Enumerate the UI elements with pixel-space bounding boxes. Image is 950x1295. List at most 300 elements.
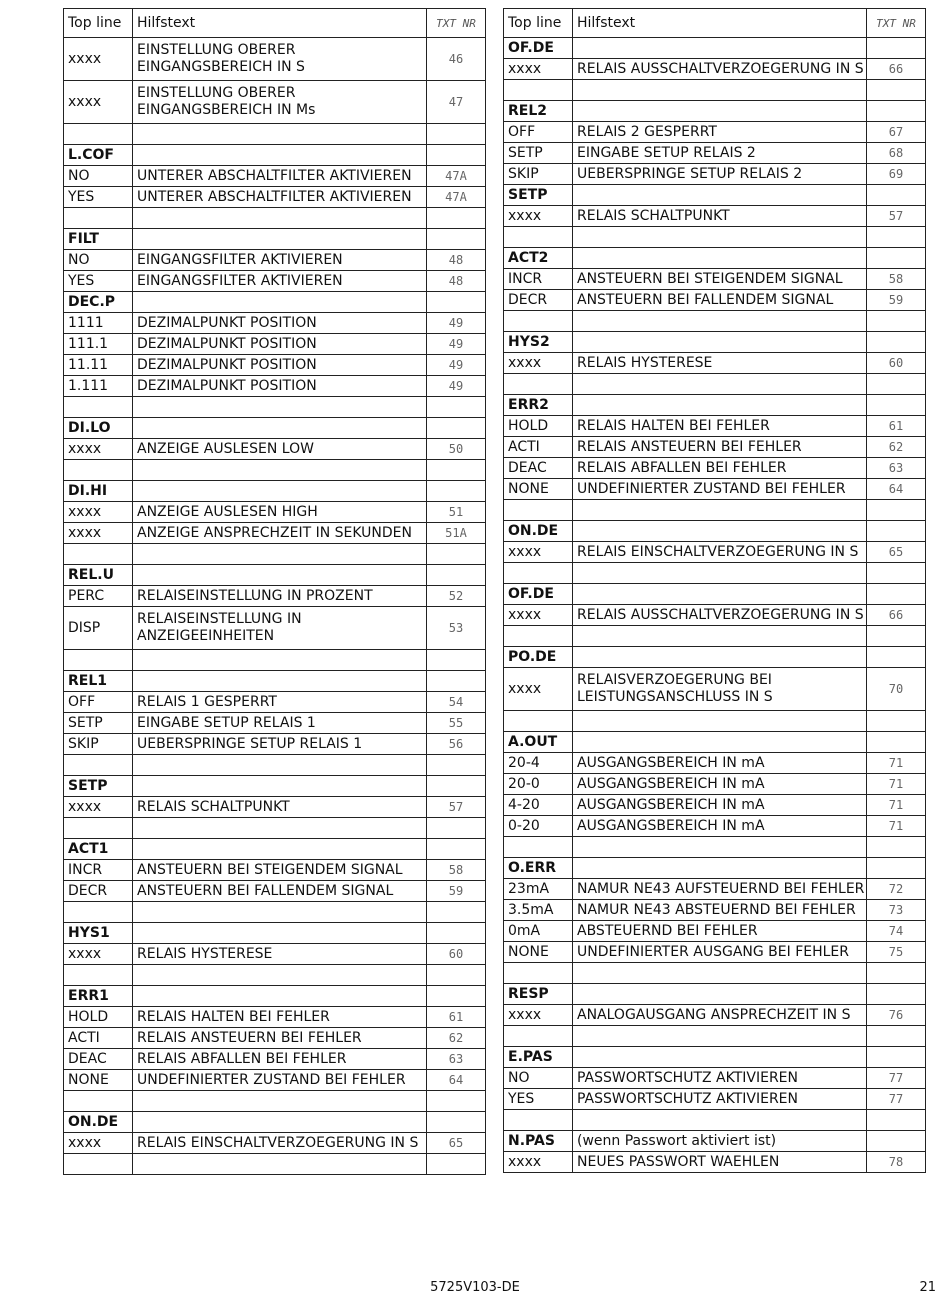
text-number-cell <box>867 227 926 248</box>
help-text-cell: RELAIS AUSSCHALTVERZOEGERUNG IN S <box>573 59 867 80</box>
top-line-cell: xxxx <box>64 38 133 81</box>
text-number-cell <box>867 584 926 605</box>
top-line-cell: REL1 <box>64 671 133 692</box>
help-text-cell: RELAIS HYSTERESE <box>573 353 867 374</box>
top-line-cell <box>64 124 133 145</box>
spacer-row <box>504 711 926 732</box>
spacer-row <box>504 563 926 584</box>
text-number-cell: 57 <box>867 206 926 227</box>
help-text-cell: ABSTEUERND BEI FEHLER <box>573 921 867 942</box>
top-line-cell: DISP <box>64 607 133 650</box>
top-line-cell: N.PAS <box>504 1131 573 1152</box>
table-row <box>64 376 486 397</box>
section-header-row <box>64 986 486 1007</box>
table-row <box>64 250 486 271</box>
table-row <box>64 334 486 355</box>
top-line-cell: HYS1 <box>64 923 133 944</box>
help-text-cell: UEBERSPRINGE SETUP RELAIS 2 <box>573 164 867 185</box>
help-text-cell: RELAISVERZOEGERUNG BEI LEISTUNGSANSCHLUSS IN S <box>573 668 867 711</box>
help-text-cell <box>573 563 867 584</box>
section-header-row <box>504 1047 926 1068</box>
top-line-cell: NO <box>64 166 133 187</box>
top-line-cell <box>64 397 133 418</box>
help-text-cell: ANZEIGE ANSPRECHZEIT IN SEKUNDEN <box>133 523 427 544</box>
top-line-cell: ON.DE <box>504 521 573 542</box>
help-text-cell <box>573 80 867 101</box>
table-row <box>64 944 486 965</box>
text-number-cell: 51 <box>427 502 486 523</box>
text-number-cell: 63 <box>867 458 926 479</box>
help-text-cell: ANSTEUERN BEI FALLENDEM SIGNAL <box>573 290 867 311</box>
help-text-cell: AUSGANGSBEREICH IN mA <box>573 816 867 837</box>
table-row <box>504 668 926 711</box>
help-text-cell <box>133 776 427 797</box>
text-number-cell: 66 <box>867 59 926 80</box>
top-line-cell: PO.DE <box>504 647 573 668</box>
help-text-cell <box>133 544 427 565</box>
top-line-cell: 1111 <box>64 313 133 334</box>
help-text-cell <box>573 858 867 879</box>
top-line-cell: ACTI <box>64 1028 133 1049</box>
table-row <box>504 900 926 921</box>
table-row <box>64 1007 486 1028</box>
top-line-cell <box>64 902 133 923</box>
top-line-cell: xxxx <box>504 206 573 227</box>
table-row <box>64 502 486 523</box>
section-header-row <box>64 481 486 502</box>
help-text-cell <box>573 395 867 416</box>
text-number-cell: 58 <box>867 269 926 290</box>
help-text-cell: RELAIS HYSTERESE <box>133 944 427 965</box>
help-text-cell <box>573 647 867 668</box>
help-text-cell <box>573 1026 867 1047</box>
help-text-cell: RELAIS AUSSCHALTVERZOEGERUNG IN S <box>573 605 867 626</box>
text-number-cell: 62 <box>427 1028 486 1049</box>
text-number-cell: 59 <box>427 881 486 902</box>
help-text-cell <box>573 374 867 395</box>
help-text-cell <box>133 902 427 923</box>
top-line-cell <box>504 374 573 395</box>
help-text-cell <box>133 839 427 860</box>
help-text-cell: EINSTELLUNG OBERER EINGANGSBEREICH IN Ms <box>133 81 427 124</box>
table-row <box>64 38 486 81</box>
section-header-row <box>504 647 926 668</box>
top-line-cell: E.PAS <box>504 1047 573 1068</box>
help-text-cell: EINGANGSFILTER AKTIVIEREN <box>133 271 427 292</box>
help-text-cell <box>573 101 867 122</box>
text-number-cell <box>427 544 486 565</box>
top-line-cell: 20-4 <box>504 753 573 774</box>
section-header-row <box>64 565 486 586</box>
top-line-cell: xxxx <box>64 523 133 544</box>
top-line-cell: PERC <box>64 586 133 607</box>
text-number-cell: 70 <box>867 668 926 711</box>
top-line-cell: xxxx <box>64 944 133 965</box>
top-line-cell: DI.LO <box>64 418 133 439</box>
top-line-cell: 20-0 <box>504 774 573 795</box>
table-row <box>64 1133 486 1154</box>
top-line-cell: FILT <box>64 229 133 250</box>
section-header-row <box>504 584 926 605</box>
section-header-row <box>64 839 486 860</box>
top-line-cell: DEC.P <box>64 292 133 313</box>
help-text-cell: RELAIS HALTEN BEI FEHLER <box>573 416 867 437</box>
top-line-cell: xxxx <box>504 542 573 563</box>
text-number-cell: 59 <box>867 290 926 311</box>
top-line-cell: YES <box>64 271 133 292</box>
text-number-cell: 50 <box>427 439 486 460</box>
help-text-cell <box>573 711 867 732</box>
help-text-cell <box>133 418 427 439</box>
help-text-cell: PASSWORTSCHUTZ AKTIVIEREN <box>573 1089 867 1110</box>
text-number-cell: 71 <box>867 795 926 816</box>
spacer-row <box>64 755 486 776</box>
top-line-cell <box>504 563 573 584</box>
help-text-cell: DEZIMALPUNKT POSITION <box>133 355 427 376</box>
text-number-cell <box>867 101 926 122</box>
top-line-cell <box>504 626 573 647</box>
table-row <box>504 1089 926 1110</box>
table-row <box>504 1068 926 1089</box>
text-number-cell: 76 <box>867 1005 926 1026</box>
text-number-cell <box>427 418 486 439</box>
top-line-cell <box>64 755 133 776</box>
top-line-cell: OF.DE <box>504 38 573 59</box>
spacer-row <box>64 965 486 986</box>
help-text-cell: EINSTELLUNG OBERER EINGANGSBEREICH IN S <box>133 38 427 81</box>
section-header-row <box>64 229 486 250</box>
help-text-cell: RELAIS EINSCHALTVERZOEGERUNG IN S <box>573 542 867 563</box>
text-number-cell <box>427 229 486 250</box>
top-line-cell: YES <box>504 1089 573 1110</box>
text-number-cell: 60 <box>867 353 926 374</box>
top-line-cell <box>504 1026 573 1047</box>
top-line-cell: SKIP <box>64 734 133 755</box>
top-line-cell: 23mA <box>504 879 573 900</box>
text-number-cell <box>867 185 926 206</box>
help-text-cell: DEZIMALPUNKT POSITION <box>133 313 427 334</box>
help-text-cell: ANZEIGE AUSLESEN LOW <box>133 439 427 460</box>
text-number-cell: 49 <box>427 355 486 376</box>
text-number-cell <box>867 332 926 353</box>
help-text-table-right <box>503 8 926 1173</box>
spacer-row <box>64 818 486 839</box>
table-row <box>64 1028 486 1049</box>
help-text-cell: RELAISEINSTELLUNG IN PROZENT <box>133 586 427 607</box>
top-line-cell: xxxx <box>64 797 133 818</box>
table-body <box>64 9 486 1175</box>
help-text-cell: NEUES PASSWORT WAEHLEN <box>573 1152 867 1173</box>
top-line-cell: SETP <box>504 185 573 206</box>
text-number-cell <box>867 311 926 332</box>
spacer-row <box>504 374 926 395</box>
text-number-cell <box>867 248 926 269</box>
text-number-cell: 65 <box>867 542 926 563</box>
help-text-cell <box>573 963 867 984</box>
top-line-cell: xxxx <box>64 1133 133 1154</box>
help-text-cell: EINGABE SETUP RELAIS 2 <box>573 143 867 164</box>
spacer-row <box>64 397 486 418</box>
text-number-cell <box>427 208 486 229</box>
top-line-cell: ERR1 <box>64 986 133 1007</box>
table-row <box>504 542 926 563</box>
text-number-cell <box>867 374 926 395</box>
top-line-cell: ACTI <box>504 437 573 458</box>
spacer-row <box>504 1110 926 1131</box>
section-header-row <box>64 671 486 692</box>
help-text-cell: RELAIS ANSTEUERN BEI FEHLER <box>133 1028 427 1049</box>
spacer-row <box>504 311 926 332</box>
section-header-row <box>504 395 926 416</box>
text-number-cell <box>867 521 926 542</box>
help-text-cell <box>133 1091 427 1112</box>
help-text-cell: RELAIS 2 GESPERRT <box>573 122 867 143</box>
text-number-cell: 52 <box>427 586 486 607</box>
table-row <box>504 605 926 626</box>
table-row <box>64 166 486 187</box>
text-number-cell <box>427 839 486 860</box>
help-text-cell <box>133 229 427 250</box>
text-number-cell: 77 <box>867 1089 926 1110</box>
table-row <box>64 523 486 544</box>
help-text-cell: ANSTEUERN BEI FALLENDEM SIGNAL <box>133 881 427 902</box>
section-header-row <box>64 292 486 313</box>
help-text-cell <box>573 837 867 858</box>
table-row <box>504 122 926 143</box>
spacer-row <box>64 650 486 671</box>
text-number-cell: 67 <box>867 122 926 143</box>
table-row <box>504 353 926 374</box>
section-header-row <box>504 332 926 353</box>
top-line-cell: xxxx <box>504 353 573 374</box>
text-number-cell <box>427 292 486 313</box>
help-text-cell <box>133 671 427 692</box>
help-text-cell: ANSTEUERN BEI STEIGENDEM SIGNAL <box>133 860 427 881</box>
top-line-cell: SETP <box>504 143 573 164</box>
section-header-row <box>504 185 926 206</box>
help-text-cell: RELAIS SCHALTPUNKT <box>133 797 427 818</box>
top-line-cell: ACT2 <box>504 248 573 269</box>
table-body <box>504 9 926 1173</box>
text-number-cell: 46 <box>427 38 486 81</box>
text-number-cell <box>427 1154 486 1175</box>
help-text-cell <box>573 1110 867 1131</box>
table-row <box>504 206 926 227</box>
text-number-cell <box>867 984 926 1005</box>
help-text-cell <box>133 755 427 776</box>
column-header-help-text: Hilfstext <box>573 9 867 38</box>
help-text-cell <box>573 227 867 248</box>
top-line-cell: DECR <box>64 881 133 902</box>
page-number: 21 <box>919 1280 936 1295</box>
section-header-row <box>504 38 926 59</box>
top-line-cell: 0-20 <box>504 816 573 837</box>
help-text-cell: PASSWORTSCHUTZ AKTIVIEREN <box>573 1068 867 1089</box>
text-number-cell: 71 <box>867 816 926 837</box>
top-line-cell <box>504 963 573 984</box>
document-code: 5725V103-DE <box>430 1280 520 1295</box>
text-number-cell: 63 <box>427 1049 486 1070</box>
help-text-cell <box>133 397 427 418</box>
top-line-cell <box>504 80 573 101</box>
text-number-cell <box>427 145 486 166</box>
help-text-cell: RELAIS ABFALLEN BEI FEHLER <box>573 458 867 479</box>
top-line-cell: DEAC <box>504 458 573 479</box>
help-text-cell <box>133 124 427 145</box>
help-text-cell <box>573 311 867 332</box>
text-number-cell: 48 <box>427 250 486 271</box>
table-row <box>504 143 926 164</box>
top-line-cell: 4-20 <box>504 795 573 816</box>
top-line-cell: DEAC <box>64 1049 133 1070</box>
text-number-cell: 72 <box>867 879 926 900</box>
table-row <box>504 942 926 963</box>
top-line-cell: SETP <box>64 713 133 734</box>
table-row <box>504 753 926 774</box>
text-number-cell: 71 <box>867 774 926 795</box>
text-number-cell <box>867 963 926 984</box>
top-line-cell: HOLD <box>64 1007 133 1028</box>
text-number-cell <box>427 1112 486 1133</box>
help-text-cell <box>573 584 867 605</box>
top-line-cell: xxxx <box>504 668 573 711</box>
table-row <box>64 881 486 902</box>
text-number-cell <box>427 460 486 481</box>
text-number-cell: 68 <box>867 143 926 164</box>
help-text-cell: AUSGANGSBEREICH IN mA <box>573 795 867 816</box>
text-number-cell: 71 <box>867 753 926 774</box>
text-number-cell <box>867 732 926 753</box>
text-number-cell: 49 <box>427 313 486 334</box>
help-text-cell <box>573 626 867 647</box>
text-number-cell <box>427 1091 486 1112</box>
text-number-cell: 69 <box>867 164 926 185</box>
help-text-cell: UNTERER ABSCHALTFILTER AKTIVIEREN <box>133 187 427 208</box>
top-line-cell <box>64 460 133 481</box>
text-number-cell: 75 <box>867 942 926 963</box>
table-row <box>64 860 486 881</box>
text-number-cell <box>427 650 486 671</box>
table-row <box>504 416 926 437</box>
table-row <box>64 187 486 208</box>
top-line-cell: 11.11 <box>64 355 133 376</box>
text-number-cell <box>867 647 926 668</box>
top-line-cell <box>504 1110 573 1131</box>
help-text-cell <box>133 292 427 313</box>
top-line-cell <box>504 711 573 732</box>
text-number-cell <box>867 38 926 59</box>
text-number-cell <box>427 124 486 145</box>
top-line-cell: xxxx <box>504 605 573 626</box>
top-line-cell: NO <box>64 250 133 271</box>
help-text-cell <box>133 1112 427 1133</box>
top-line-cell: OF.DE <box>504 584 573 605</box>
table-header-row <box>504 9 926 38</box>
text-number-cell <box>867 395 926 416</box>
top-line-cell: A.OUT <box>504 732 573 753</box>
top-line-cell: DI.HI <box>64 481 133 502</box>
top-line-cell <box>504 500 573 521</box>
top-line-cell: OFF <box>64 692 133 713</box>
section-header-row <box>64 1112 486 1133</box>
top-line-cell: L.COF <box>64 145 133 166</box>
help-text-cell <box>133 145 427 166</box>
help-text-cell: AUSGANGSBEREICH IN mA <box>573 753 867 774</box>
top-line-cell: xxxx <box>504 1005 573 1026</box>
help-text-cell: NAMUR NE43 ABSTEUERND BEI FEHLER <box>573 900 867 921</box>
top-line-cell: YES <box>64 187 133 208</box>
section-header-row <box>504 858 926 879</box>
top-line-cell: NONE <box>504 479 573 500</box>
table-row <box>64 734 486 755</box>
top-line-cell: REL2 <box>504 101 573 122</box>
table-row <box>64 1049 486 1070</box>
table-row <box>64 81 486 124</box>
top-line-cell <box>64 208 133 229</box>
table-row <box>504 879 926 900</box>
spacer-row <box>64 1154 486 1175</box>
text-number-cell <box>867 1131 926 1152</box>
help-text-cell: AUSGANGSBEREICH IN mA <box>573 774 867 795</box>
top-line-cell: O.ERR <box>504 858 573 879</box>
top-line-cell <box>64 1091 133 1112</box>
help-text-cell: RELAIS ABFALLEN BEI FEHLER <box>133 1049 427 1070</box>
text-number-cell <box>427 397 486 418</box>
text-number-cell: 64 <box>427 1070 486 1091</box>
top-line-cell: OFF <box>504 122 573 143</box>
spacer-row <box>504 837 926 858</box>
text-number-cell <box>427 776 486 797</box>
spacer-row <box>504 500 926 521</box>
table-row <box>504 164 926 185</box>
table-row <box>504 479 926 500</box>
text-number-cell <box>427 481 486 502</box>
help-text-cell: RELAIS SCHALTPUNKT <box>573 206 867 227</box>
top-line-cell: SETP <box>64 776 133 797</box>
text-number-cell: 51A <box>427 523 486 544</box>
text-number-cell <box>427 755 486 776</box>
section-header-row <box>504 521 926 542</box>
top-line-cell: ACT1 <box>64 839 133 860</box>
text-number-cell <box>867 711 926 732</box>
text-number-cell: 58 <box>427 860 486 881</box>
section-header-row <box>504 248 926 269</box>
column-header-top-line: Top line <box>64 9 133 38</box>
table-row <box>64 313 486 334</box>
table-row <box>64 713 486 734</box>
table-row <box>504 795 926 816</box>
table-row <box>504 458 926 479</box>
table-row <box>64 1070 486 1091</box>
text-number-cell: 78 <box>867 1152 926 1173</box>
table-header-row <box>64 9 486 38</box>
top-line-cell: xxxx <box>504 1152 573 1173</box>
help-text-cell: UEBERSPRINGE SETUP RELAIS 1 <box>133 734 427 755</box>
table-row <box>64 271 486 292</box>
text-number-cell: 48 <box>427 271 486 292</box>
text-number-cell: 49 <box>427 376 486 397</box>
spacer-row <box>504 227 926 248</box>
help-text-cell <box>133 818 427 839</box>
spacer-row <box>504 626 926 647</box>
help-text-cell <box>573 332 867 353</box>
help-text-cell: UNTERER ABSCHALTFILTER AKTIVIEREN <box>133 166 427 187</box>
help-text-cell: EINGABE SETUP RELAIS 1 <box>133 713 427 734</box>
table-row <box>504 1005 926 1026</box>
top-line-cell: DECR <box>504 290 573 311</box>
help-text-cell <box>133 650 427 671</box>
top-line-cell: HYS2 <box>504 332 573 353</box>
